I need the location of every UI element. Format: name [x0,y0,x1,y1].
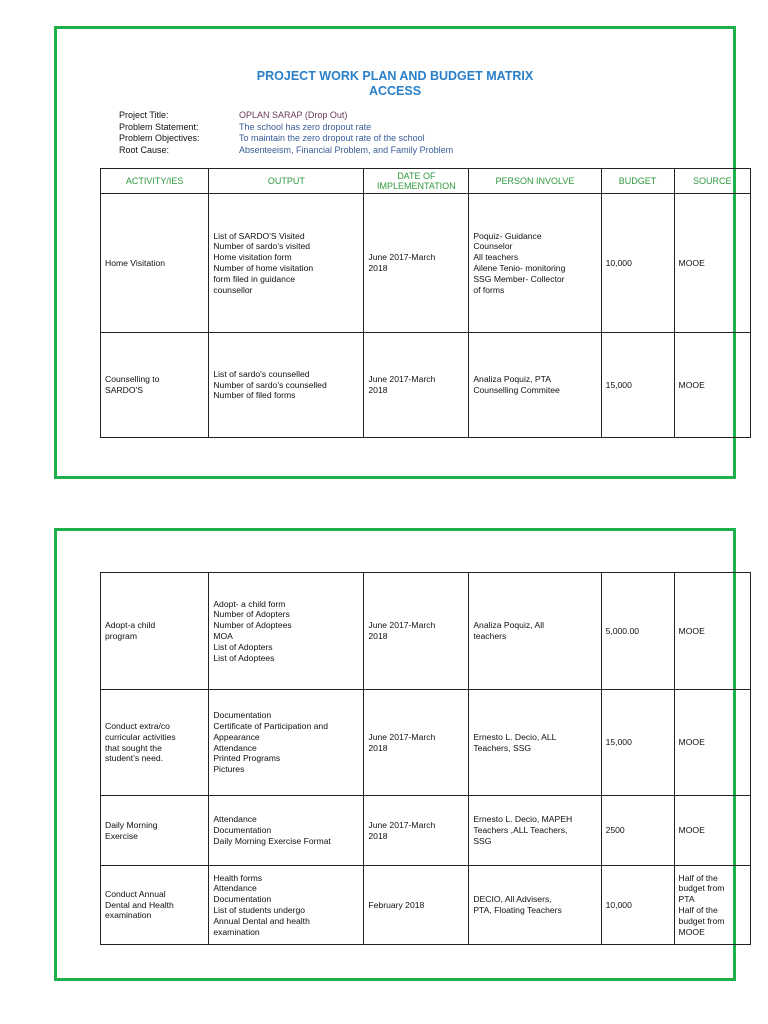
table-row [101,333,751,438]
budget-matrix-table [100,168,751,438]
budget-cell: 2500 [601,796,674,866]
output-cell: Adopt- a child form Number of Adopters Number of Adoptees MOA List of Adopters List of Adoptees [209,573,364,690]
budget-cell: 15,000 [601,690,674,796]
source-cell: Half of the budget from PTA Half of the budget from MOOE [674,866,750,945]
root-cause-value: Absenteeism, Financial Problem, and Family Problem [239,144,454,155]
root-cause-label: Root Cause: [119,144,170,155]
budget-cell: 5,000.00 [601,573,674,690]
person-cell: Poquiz- Guidance Counselor All teachers Ailene Tenio- monitoring SSG Member- Collector of forms [469,194,601,333]
output-cell: List of sardo's counselled Number of sardo's counselled Number of filed forms [209,333,364,438]
document-page-2 [54,528,736,981]
problem-statement-row [119,122,453,134]
table-row [101,796,751,866]
problem-objectives-value: To maintain the zero dropout rate of the school [239,133,425,143]
source-cell: MOOE [674,690,750,796]
document-title: PROJECT WORK PLAN AND BUDGET MATRIX [256,69,534,83]
table-row [101,573,751,690]
problem-statement-value: The school has zero dropout rate [239,121,372,132]
header-output: OUTPUT [209,169,364,194]
person-cell: Analiza Poquiz, All teachers [469,573,601,690]
activity-cell: Conduct extra/co curricular activities that sought the student's need. [101,690,209,796]
activity-cell: Conduct Annual Dental and Health examination [101,866,209,945]
activity-cell: Home Visitation [101,194,209,333]
table-header-row [101,169,751,194]
output-cell: Attendance Documentation Daily Morning Exercise Format [209,796,364,866]
budget-matrix-table-continued [100,572,751,945]
person-cell: Ernesto L. Decio, ALL Teachers, SSG [469,690,601,796]
date-cell: February 2018 [364,866,469,945]
project-info [119,110,453,156]
root-cause-row [119,145,453,157]
project-title-row [119,110,453,122]
budget-cell: 15,000 [601,333,674,438]
date-cell: June 2017-March 2018 [364,690,469,796]
date-cell: June 2017-March 2018 [364,796,469,866]
table-row [101,194,751,333]
budget-cell: 10,000 [601,866,674,945]
date-cell: June 2017-March 2018 [364,333,469,438]
table-row [101,866,751,945]
project-title-value: OPLAN SARAP (Drop Out) [239,110,348,120]
document-page-1 [54,26,736,479]
header-source: SOURCE [674,169,750,194]
source-cell: MOOE [674,796,750,866]
problem-objectives-row [119,133,453,145]
header-person: PERSON INVOLVE [469,169,601,194]
problem-objectives-label: Problem Objectives: [119,133,200,143]
output-cell: List of SARDO'S Visited Number of sardo's visited Home visitation form Number of home visitation form filed in guidance counsellor [209,194,364,333]
activity-cell: Daily Morning Exercise [101,796,209,866]
date-cell: June 2017-March 2018 [364,573,469,690]
source-cell: MOOE [674,573,750,690]
activity-cell: Counselling to SARDO'S [101,333,209,438]
budget-cell: 10,000 [601,194,674,333]
problem-statement-label: Problem Statement: [119,121,199,132]
header-activity: ACTIVITY/IES [101,169,209,194]
date-cell: June 2017-March 2018 [364,194,469,333]
project-title-label: Project Title: [119,110,169,120]
table-row [101,690,751,796]
document-subtitle: ACCESS [368,84,422,98]
person-cell: DECIO, All Advisers, PTA, Floating Teachers [469,866,601,945]
header-date: DATE OF IMPLEMENTATION [364,169,469,194]
source-cell: MOOE [674,333,750,438]
person-cell: Analiza Poquiz, PTA Counselling Commitee [469,333,601,438]
header-budget: BUDGET [601,169,674,194]
output-cell: Documentation Certificate of Participation and Appearance Attendance Printed Programs Pictures [209,690,364,796]
person-cell: Ernesto L. Decio, MAPEH Teachers ,ALL Teachers, SSG [469,796,601,866]
source-cell: MOOE [674,194,750,333]
activity-cell: Adopt-a child program [101,573,209,690]
output-cell: Health forms Attendance Documentation List of students undergo Annual Dental and health examination [209,866,364,945]
